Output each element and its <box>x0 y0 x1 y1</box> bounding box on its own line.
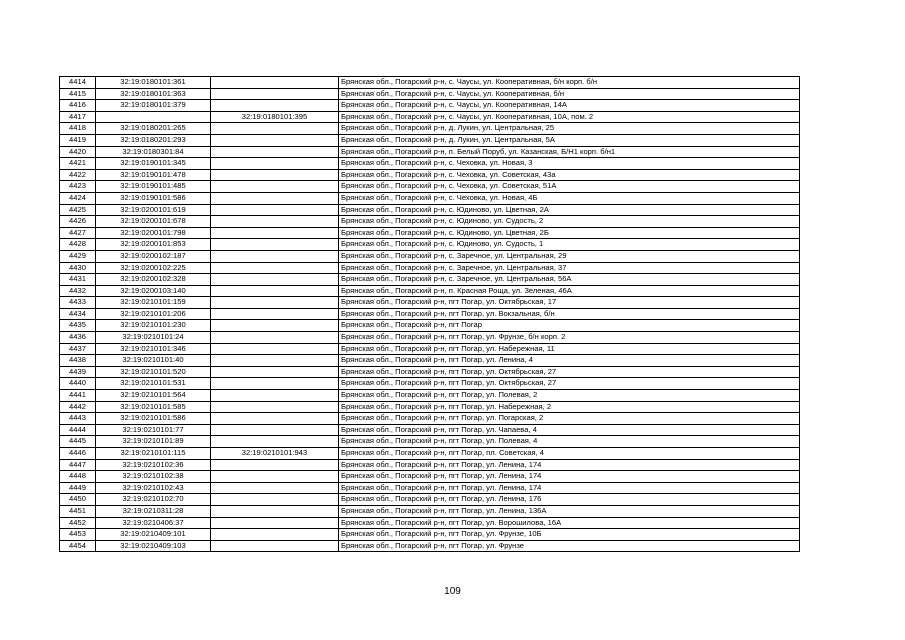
previous-cadastral-number-cell <box>211 355 339 367</box>
cadastral-number-cell: 32:19:0200102:328 <box>96 274 211 286</box>
row-number-cell: 4437 <box>60 343 96 355</box>
previous-cadastral-number-cell <box>211 482 339 494</box>
address-cell: Брянская обл., Погарский р-н, пгт Погар, ул. Ленина, 174 <box>339 471 800 483</box>
address-cell: Брянская обл., Погарский р-н, пгт Погар, ул. Полевая, 2 <box>339 390 800 402</box>
table-row <box>60 355 800 367</box>
cadastral-number-cell: 32:19:0200102:225 <box>96 262 211 274</box>
row-number-cell: 4421 <box>60 158 96 170</box>
address-cell: Брянская обл., Погарский р-н, пгт Погар, ул. Ворошилова, 16А <box>339 517 800 529</box>
table-row <box>60 111 800 123</box>
cadastral-number-cell: 32:19:0190101:485 <box>96 181 211 193</box>
previous-cadastral-number-cell <box>211 216 339 228</box>
address-cell: Брянская обл., Погарский р-н, пгт Погар, ул. Ленина, 176 <box>339 494 800 506</box>
address-cell: Брянская обл., Погарский р-н, с. Чаусы, ул. Кооперативная, б/н <box>339 88 800 100</box>
address-cell: Брянская обл., Погарский р-н, пгт Погар, ул. Ленина, 174 <box>339 459 800 471</box>
cadastral-number-cell: 32:19:0200101:798 <box>96 227 211 239</box>
row-number-cell: 4431 <box>60 274 96 286</box>
previous-cadastral-number-cell <box>211 505 339 517</box>
cadastral-number-cell: 32:19:0210101:346 <box>96 343 211 355</box>
row-number-cell: 4428 <box>60 239 96 251</box>
previous-cadastral-number-cell <box>211 517 339 529</box>
cadastral-number-cell: 32:19:0210101:585 <box>96 401 211 413</box>
table-row <box>60 320 800 332</box>
cadastral-number-cell <box>96 111 211 123</box>
registry-table-body <box>60 77 800 552</box>
address-cell: Брянская обл., Погарский р-н, с. Чеховка, ул. Новая, 4Б <box>339 192 800 204</box>
table-row <box>60 401 800 413</box>
address-cell: Брянская обл., Погарский р-н, пгт Погар <box>339 320 800 332</box>
address-cell: Брянская обл., Погарский р-н, пгт Погар, ул. Фрунзе <box>339 540 800 552</box>
row-number-cell: 4429 <box>60 250 96 262</box>
cadastral-number-cell: 32:19:0210101:206 <box>96 308 211 320</box>
address-cell: Брянская обл., Погарский р-н, пгт Погар, ул. Ленина, 4 <box>339 355 800 367</box>
table-row <box>60 77 800 89</box>
row-number-cell: 4442 <box>60 401 96 413</box>
table-row <box>60 448 800 460</box>
previous-cadastral-number-cell <box>211 123 339 135</box>
address-cell: Брянская обл., Погарский р-н, д. Лукин, ул. Центральная, 25 <box>339 123 800 135</box>
previous-cadastral-number-cell <box>211 134 339 146</box>
address-cell: Брянская обл., Погарский р-н, пгт Погар, пл. Советская, 4 <box>339 448 800 460</box>
address-cell: Брянская обл., Погарский р-н, с. Чаусы, ул. Кооперативная, 10А, пом. 2 <box>339 111 800 123</box>
table-row <box>60 366 800 378</box>
previous-cadastral-number-cell <box>211 146 339 158</box>
address-cell: Брянская обл., Погарский р-н, пгт Погар, ул. Ленина, 174 <box>339 482 800 494</box>
cadastral-number-cell: 32:19:0200102:187 <box>96 250 211 262</box>
table-row <box>60 181 800 193</box>
cadastral-number-cell: 32:19:0180101:363 <box>96 88 211 100</box>
table-row <box>60 297 800 309</box>
address-cell: Брянская обл., Погарский р-н, с. Заречное, ул. Центральная, 37 <box>339 262 800 274</box>
cadastral-number-cell: 32:19:0210409:103 <box>96 540 211 552</box>
table-row <box>60 262 800 274</box>
table-row <box>60 494 800 506</box>
table-row <box>60 540 800 552</box>
previous-cadastral-number-cell <box>211 413 339 425</box>
table-row <box>60 227 800 239</box>
row-number-cell: 4425 <box>60 204 96 216</box>
cadastral-number-cell: 32:19:0210101:89 <box>96 436 211 448</box>
cadastral-number-cell: 32:19:0210101:115 <box>96 448 211 460</box>
row-number-cell: 4447 <box>60 459 96 471</box>
address-cell: Брянская обл., Погарский р-н, с. Чаусы, ул. Кооперативная, 14А <box>339 100 800 112</box>
previous-cadastral-number-cell <box>211 471 339 483</box>
previous-cadastral-number-cell <box>211 100 339 112</box>
previous-cadastral-number-cell <box>211 77 339 89</box>
address-cell: Брянская обл., Погарский р-н, с. Юдиново, ул. Судость, 2 <box>339 216 800 228</box>
row-number-cell: 4438 <box>60 355 96 367</box>
page-number: 109 <box>444 586 461 597</box>
row-number-cell: 4441 <box>60 390 96 402</box>
previous-cadastral-number-cell <box>211 320 339 332</box>
cadastral-number-cell: 32:19:0200101:678 <box>96 216 211 228</box>
table-row <box>60 517 800 529</box>
cadastral-number-cell: 32:19:0180201:265 <box>96 123 211 135</box>
previous-cadastral-number-cell <box>211 227 339 239</box>
cadastral-number-cell: 32:19:0210102:43 <box>96 482 211 494</box>
row-number-cell: 4434 <box>60 308 96 320</box>
cadastral-number-cell: 32:19:0200101:853 <box>96 239 211 251</box>
cadastral-number-cell: 32:19:0210406:37 <box>96 517 211 529</box>
row-number-cell: 4417 <box>60 111 96 123</box>
row-number-cell: 4419 <box>60 134 96 146</box>
table-row <box>60 482 800 494</box>
previous-cadastral-number-cell <box>211 308 339 320</box>
row-number-cell: 4450 <box>60 494 96 506</box>
table-row <box>60 413 800 425</box>
cadastral-number-cell: 32:19:0210101:24 <box>96 332 211 344</box>
table-row <box>60 158 800 170</box>
previous-cadastral-number-cell <box>211 192 339 204</box>
address-cell: Брянская обл., Погарский р-н, пгт Погар, ул. Набережная, 2 <box>339 401 800 413</box>
row-number-cell: 4448 <box>60 471 96 483</box>
cadastral-number-cell: 32:19:0210102:36 <box>96 459 211 471</box>
previous-cadastral-number-cell <box>211 424 339 436</box>
address-cell: Брянская обл., Погарский р-н, пгт Погар, ул. Октябрьская, 17 <box>339 297 800 309</box>
previous-cadastral-number-cell <box>211 529 339 541</box>
previous-cadastral-number-cell <box>211 401 339 413</box>
previous-cadastral-number-cell <box>211 366 339 378</box>
row-number-cell: 4453 <box>60 529 96 541</box>
row-number-cell: 4433 <box>60 297 96 309</box>
row-number-cell: 4440 <box>60 378 96 390</box>
row-number-cell: 4439 <box>60 366 96 378</box>
row-number-cell: 4416 <box>60 100 96 112</box>
address-cell: Брянская обл., Погарский р-н, пгт Погар, ул. Фрунзе, 10Б <box>339 529 800 541</box>
table-row <box>60 471 800 483</box>
address-cell: Брянская обл., Погарский р-н, пгт Погар, ул. Набережная, 11 <box>339 343 800 355</box>
address-cell: Брянская обл., Погарский р-н, п. Белый Поруб, ул. Казанская, Б/Н1 корп. б/н1 <box>339 146 800 158</box>
table-row <box>60 204 800 216</box>
cadastral-number-cell: 32:19:0210101:230 <box>96 320 211 332</box>
cadastral-number-cell: 32:19:0200103:140 <box>96 285 211 297</box>
address-cell: Брянская обл., Погарский р-н, пгт Погар, ул. Чапаева, 4 <box>339 424 800 436</box>
address-cell: Брянская обл., Погарский р-н, пгт Погар, ул. Полевая, 4 <box>339 436 800 448</box>
row-number-cell: 4451 <box>60 505 96 517</box>
previous-cadastral-number-cell <box>211 239 339 251</box>
cadastral-number-cell: 32:19:0190101:345 <box>96 158 211 170</box>
address-cell: Брянская обл., Погарский р-н, с. Юдиново, ул. Цветная, 2А <box>339 204 800 216</box>
cadastral-number-cell: 32:19:0190101:478 <box>96 169 211 181</box>
previous-cadastral-number-cell <box>211 390 339 402</box>
address-cell: Брянская обл., Погарский р-н, с. Заречное, ул. Центральная, 29 <box>339 250 800 262</box>
previous-cadastral-number-cell <box>211 158 339 170</box>
address-cell: Брянская обл., Погарский р-н, пгт Погар, ул. Октябрьская, 27 <box>339 378 800 390</box>
previous-cadastral-number-cell <box>211 274 339 286</box>
table-row <box>60 169 800 181</box>
previous-cadastral-number-cell: 32:19:0210101:943 <box>211 448 339 460</box>
cadastral-number-cell: 32:19:0180201:293 <box>96 134 211 146</box>
previous-cadastral-number-cell <box>211 250 339 262</box>
table-row <box>60 505 800 517</box>
address-cell: Брянская обл., Погарский р-н, п. Красная Роща, ул. Зеленая, 46А <box>339 285 800 297</box>
row-number-cell: 4427 <box>60 227 96 239</box>
previous-cadastral-number-cell <box>211 169 339 181</box>
address-cell: Брянская обл., Погарский р-н, с. Юдиново, ул. Судость, 1 <box>339 239 800 251</box>
cadastral-number-cell: 32:19:0180101:379 <box>96 100 211 112</box>
table-row <box>60 308 800 320</box>
table-row <box>60 88 800 100</box>
address-cell: Брянская обл., Погарский р-н, с. Чеховка, ул. Новая, 3 <box>339 158 800 170</box>
cadastral-number-cell: 32:19:0210101:586 <box>96 413 211 425</box>
previous-cadastral-number-cell <box>211 436 339 448</box>
cadastral-number-cell: 32:19:0210101:564 <box>96 390 211 402</box>
cadastral-number-cell: 32:19:0210311:28 <box>96 505 211 517</box>
table-row <box>60 100 800 112</box>
row-number-cell: 4454 <box>60 540 96 552</box>
table-row <box>60 332 800 344</box>
address-cell: Брянская обл., Погарский р-н, с. Чеховка, ул. Советская, 43а <box>339 169 800 181</box>
row-number-cell: 4414 <box>60 77 96 89</box>
cadastral-number-cell: 32:19:0210101:40 <box>96 355 211 367</box>
table-row <box>60 436 800 448</box>
previous-cadastral-number-cell <box>211 285 339 297</box>
address-cell: Брянская обл., Погарский р-н, с. Юдиново, ул. Цветная, 2Б <box>339 227 800 239</box>
table-row <box>60 216 800 228</box>
cadastral-number-cell: 32:19:0200101:619 <box>96 204 211 216</box>
cadastral-number-cell: 32:19:0180301:84 <box>96 146 211 158</box>
previous-cadastral-number-cell <box>211 204 339 216</box>
row-number-cell: 4424 <box>60 192 96 204</box>
row-number-cell: 4443 <box>60 413 96 425</box>
table-row <box>60 390 800 402</box>
row-number-cell: 4449 <box>60 482 96 494</box>
table-row <box>60 123 800 135</box>
address-cell: Брянская обл., Погарский р-н, с. Чаусы, ул. Кооперативная, б/н корп. б/н <box>339 77 800 89</box>
cadastral-number-cell: 32:19:0210101:159 <box>96 297 211 309</box>
address-cell: Брянская обл., Погарский р-н, пгт Погар, ул. Октябрьская, 27 <box>339 366 800 378</box>
cadastral-number-cell: 32:19:0210409:101 <box>96 529 211 541</box>
table-row <box>60 378 800 390</box>
table-row <box>60 274 800 286</box>
cadastral-number-cell: 32:19:0190101:586 <box>96 192 211 204</box>
table-row <box>60 343 800 355</box>
previous-cadastral-number-cell: 32:19:0180101:395 <box>211 111 339 123</box>
cadastral-number-cell: 32:19:0210101:531 <box>96 378 211 390</box>
row-number-cell: 4426 <box>60 216 96 228</box>
previous-cadastral-number-cell <box>211 540 339 552</box>
table-row <box>60 250 800 262</box>
previous-cadastral-number-cell <box>211 262 339 274</box>
previous-cadastral-number-cell <box>211 332 339 344</box>
row-number-cell: 4432 <box>60 285 96 297</box>
row-number-cell: 4422 <box>60 169 96 181</box>
previous-cadastral-number-cell <box>211 297 339 309</box>
address-cell: Брянская обл., Погарский р-н, с. Чеховка, ул. Советская, 51А <box>339 181 800 193</box>
cadastral-number-cell: 32:19:0210101:77 <box>96 424 211 436</box>
table-row <box>60 529 800 541</box>
row-number-cell: 4430 <box>60 262 96 274</box>
address-cell: Брянская обл., Погарский р-н, пгт Погар, ул. Ленина, 136А <box>339 505 800 517</box>
row-number-cell: 4452 <box>60 517 96 529</box>
row-number-cell: 4436 <box>60 332 96 344</box>
row-number-cell: 4415 <box>60 88 96 100</box>
row-number-cell: 4435 <box>60 320 96 332</box>
cadastral-number-cell: 32:19:0210102:38 <box>96 471 211 483</box>
row-number-cell: 4418 <box>60 123 96 135</box>
previous-cadastral-number-cell <box>211 181 339 193</box>
row-number-cell: 4423 <box>60 181 96 193</box>
previous-cadastral-number-cell <box>211 88 339 100</box>
address-cell: Брянская обл., Погарский р-н, д. Лукин, ул. Центральная, 5А <box>339 134 800 146</box>
address-cell: Брянская обл., Погарский р-н, пгт Погар, ул. Вокзальная, б/н <box>339 308 800 320</box>
previous-cadastral-number-cell <box>211 459 339 471</box>
cadastral-number-cell: 32:19:0180101:361 <box>96 77 211 89</box>
table-row <box>60 459 800 471</box>
row-number-cell: 4444 <box>60 424 96 436</box>
address-cell: Брянская обл., Погарский р-н, пгт Погар, ул. Фрунзе, б/н корп. 2 <box>339 332 800 344</box>
table-row <box>60 146 800 158</box>
registry-table <box>59 76 800 552</box>
table-row <box>60 285 800 297</box>
cadastral-number-cell: 32:19:0210101:520 <box>96 366 211 378</box>
previous-cadastral-number-cell <box>211 494 339 506</box>
address-cell: Брянская обл., Погарский р-н, пгт Погар, ул. Погарская, 2 <box>339 413 800 425</box>
table-row <box>60 134 800 146</box>
address-cell: Брянская обл., Погарский р-н, с. Заречное, ул. Центральная, 56А <box>339 274 800 286</box>
row-number-cell: 4420 <box>60 146 96 158</box>
row-number-cell: 4445 <box>60 436 96 448</box>
table-row <box>60 192 800 204</box>
previous-cadastral-number-cell <box>211 378 339 390</box>
table-row <box>60 424 800 436</box>
cadastral-number-cell: 32:19:0210102:70 <box>96 494 211 506</box>
row-number-cell: 4446 <box>60 448 96 460</box>
table-row <box>60 239 800 251</box>
previous-cadastral-number-cell <box>211 343 339 355</box>
